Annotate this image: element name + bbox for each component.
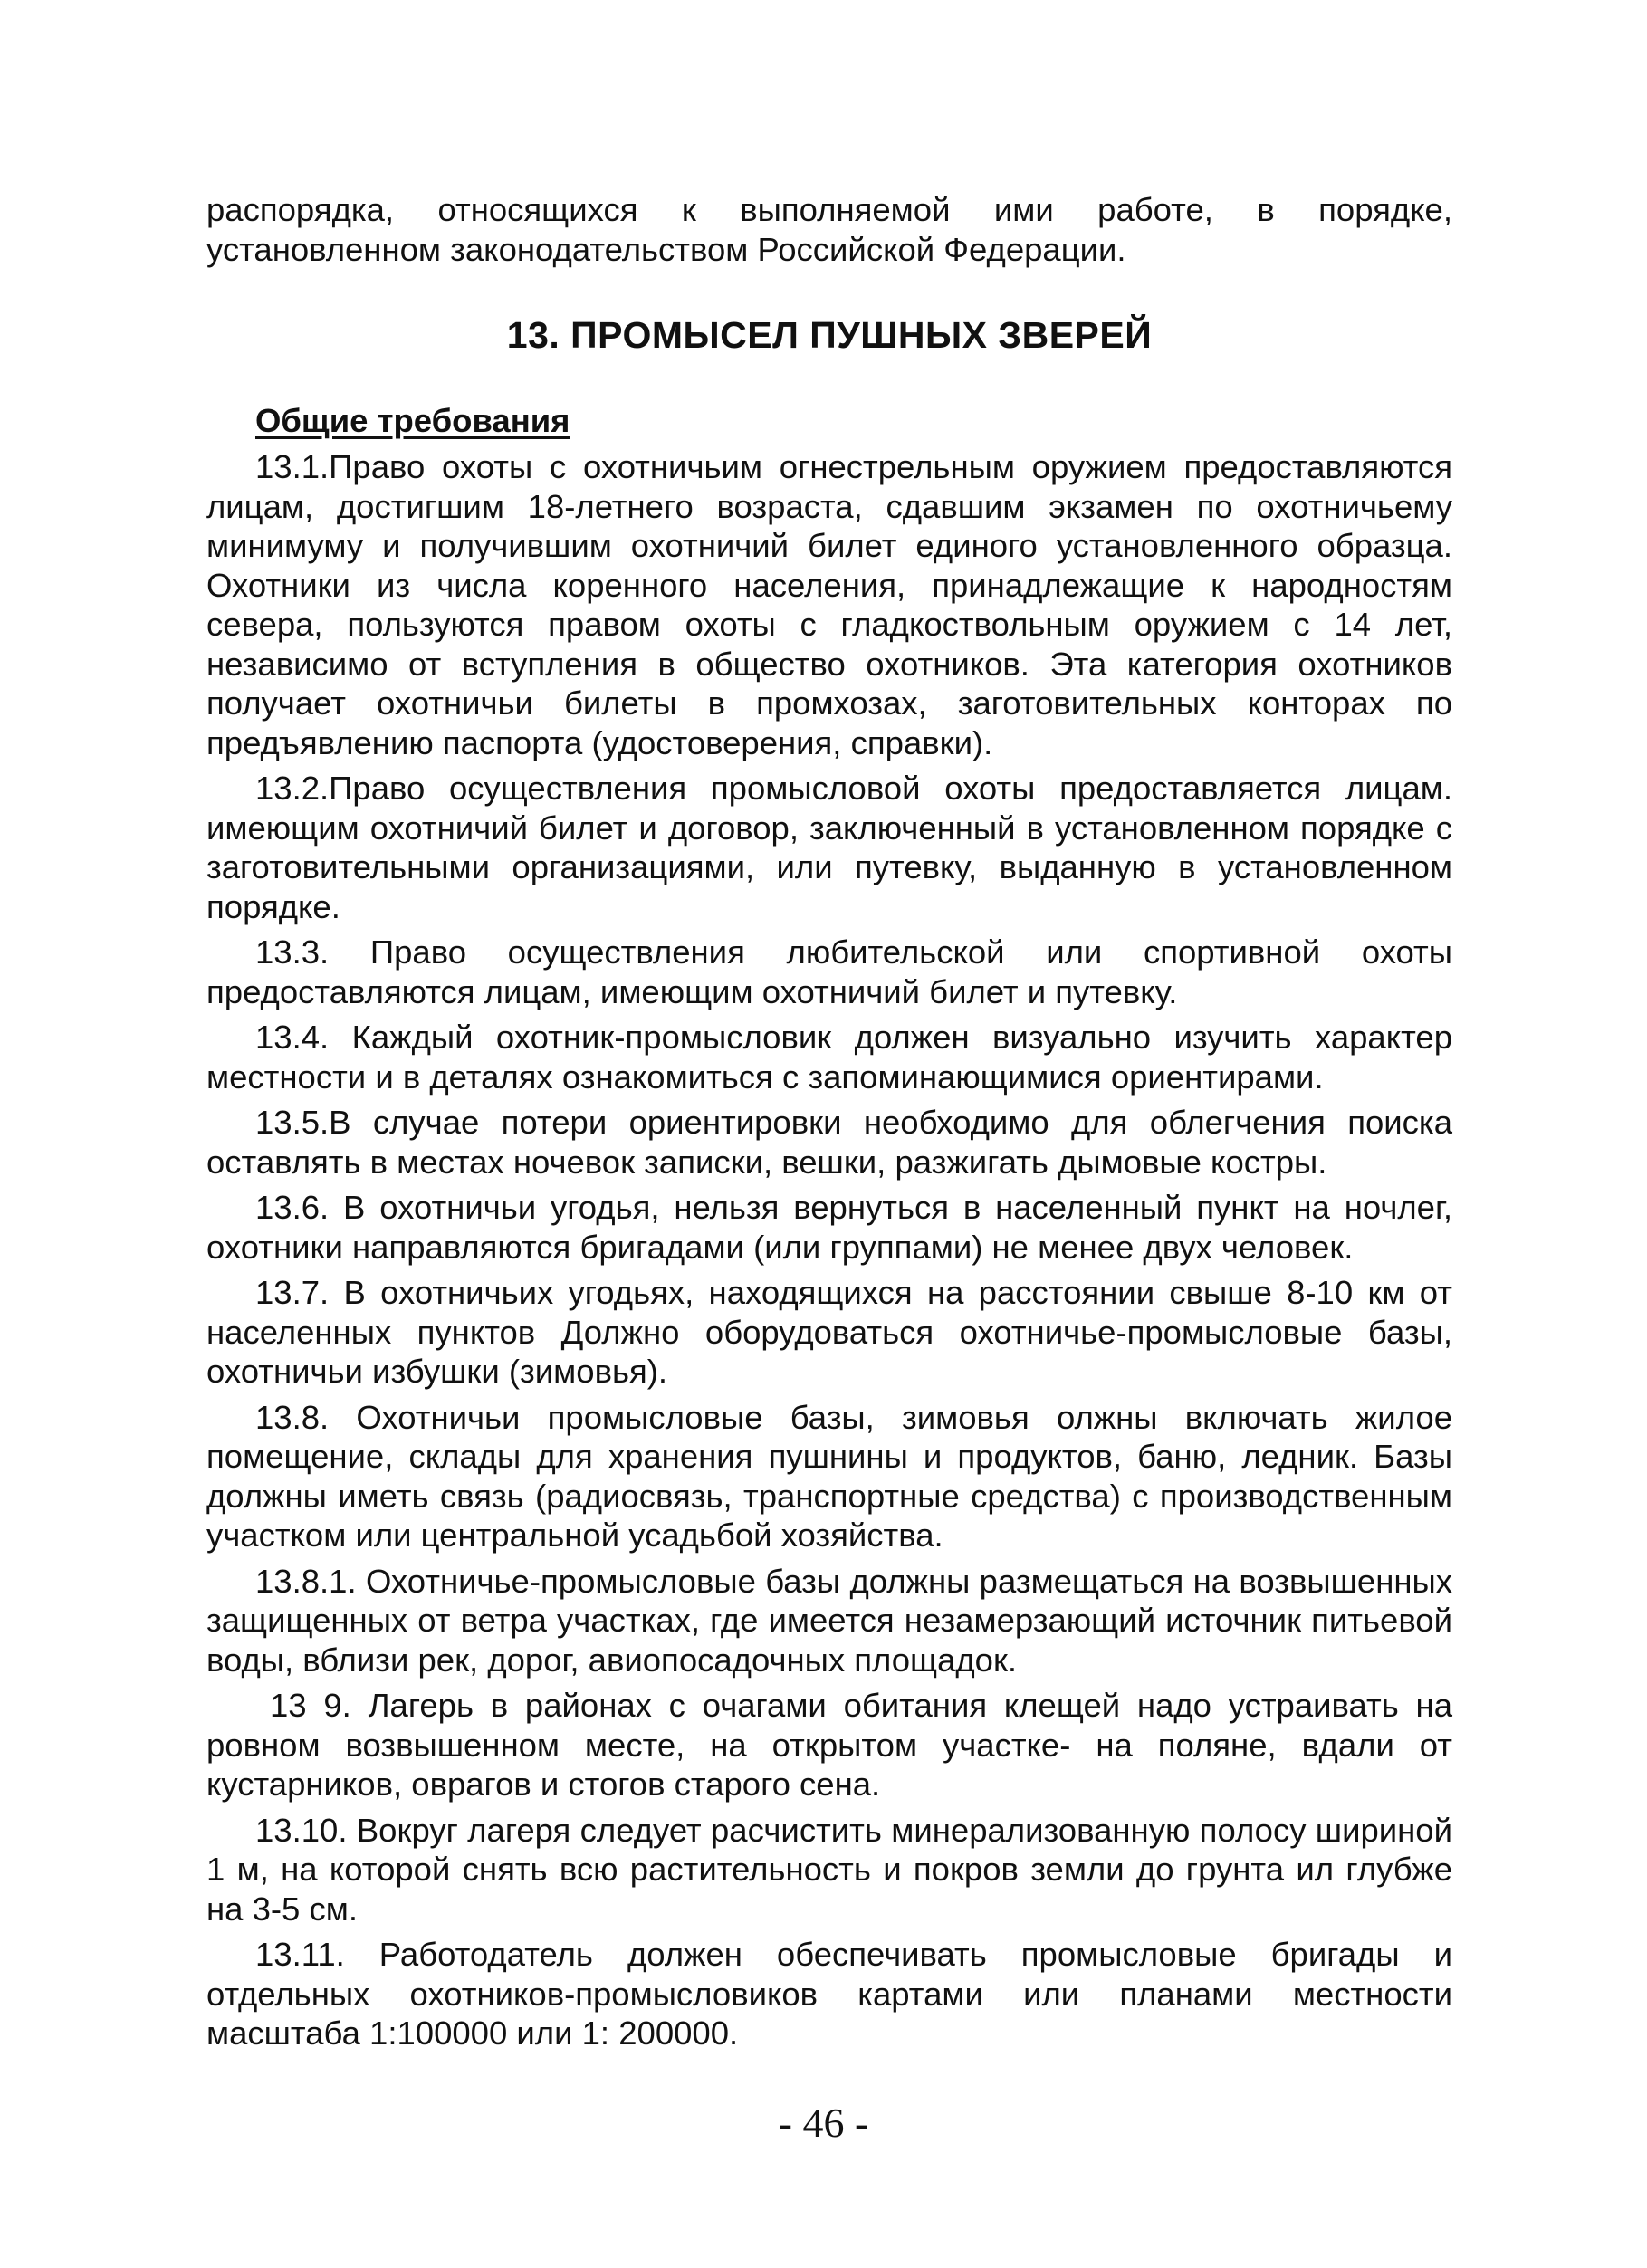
page-content xyxy=(206,190,1452,2053)
paragraph-13-6: 13.6. В охотничьи угодья, нельзя вернуться в населенный пункт на ночлег, охотники направляются бригадами (или группами) не менее двух человек. xyxy=(206,1189,1452,1266)
paragraph-13-1: 13.1.Право охоты с охотничьим огнестрельным оружием предоставляются лицам, достигшим 18-летнего возраста, сдавшим экзамен по охотничьему минимуму и получившим охотничий билет единого установленного образца. Охотники из числа коренного населения, принадлежащие к народностям севера, пользуются правом охоты с гладкоствольным оружием с 14 лет, независимо от вступления в общество охотников. Эта категория охотников получает охотничьи билеты в промхозах, заготовительных конторах по предъявлению паспорта (удостоверения, справки). xyxy=(206,448,1452,761)
paragraph-13-2: 13.2.Право осуществления промысловой охоты предоставляется лицам. имеющим охотничий билет и договор, заключенный в установленном порядке с заготовительными организациями, или путевку, выданную в установленном порядке. xyxy=(206,770,1452,925)
paragraph-13-7: 13.7. В охотничьих угодьях, находящихся на расстоянии свыше 8-10 км от населенных пунктов Должно оборудоваться охотничье-промысловые базы, охотничьи избушки (зимовья). xyxy=(206,1274,1452,1390)
intro-paragraph: распорядка, относящихся к выполняемой ими работе, в порядке, установленном законодательством Российской Федерации. xyxy=(206,191,1452,268)
paragraph-13-8: 13.8. Охотничьи промысловые базы, зимовья олжны включать жилое помещение, склады для хранения пушнины и продуктов, баню, ледник. Базы должны иметь связь (радиосвязь, транспортные средства) с производственным участком или центральной усадьбой хозяйства. xyxy=(206,1398,1452,1554)
subheading-general-requirements: Общие требования xyxy=(255,401,570,439)
paragraph-13-8-1: 13.8.1. Охотничье-промысловые базы должны размещаться на возвышенных защищенных от ветра участках, где имеется незамерзающий источник питьевой воды, вблизи рек, дорог, авиопосадочных площадок. xyxy=(206,1562,1452,1679)
paragraph-13-4: 13.4. Каждый охотник-промысловик должен визуально изучить характер местности и в деталях ознакомиться с запоминающимися ориентирами. xyxy=(206,1019,1452,1096)
paragraph-13-5: 13.5.В случае потери ориентировки необходимо для облегчения поиска оставлять в местах ночевок записки, вешки, разжигать дымовые костры. xyxy=(206,1104,1452,1181)
paragraph-13-10: 13.10. Вокруг лагеря следует расчистить минерализованную полосу шириной 1 м, на которой снять всю растительность и покров земли до грунта ил глубже на 3-5 см. xyxy=(206,1811,1452,1928)
paragraph-13-9: 13 9. Лагерь в районах с очагами обитания клещей надо устраивать на ровном возвышенном месте, на открытом участке- на поляне, вдали от кустарников, оврагов и стогов старого сена. xyxy=(206,1687,1452,1803)
paragraph-13-3: 13.3. Право осуществления любительской или спортивной охоты предоставляются лицам, имеющим охотничий билет и путевку. xyxy=(206,933,1452,1010)
section-title: 13. ПРОМЫСЕЛ ПУШНЫХ ЗВЕРЕЙ xyxy=(506,314,1153,356)
paragraph-13-11: 13.11. Работодатель должен обеспечивать промысловые бригады и отдельных охотников-промысловиков картами или планами местности масштаба 1:100000 или 1: 200000. xyxy=(206,1936,1452,2052)
page-number: - 46 - xyxy=(778,2100,869,2146)
